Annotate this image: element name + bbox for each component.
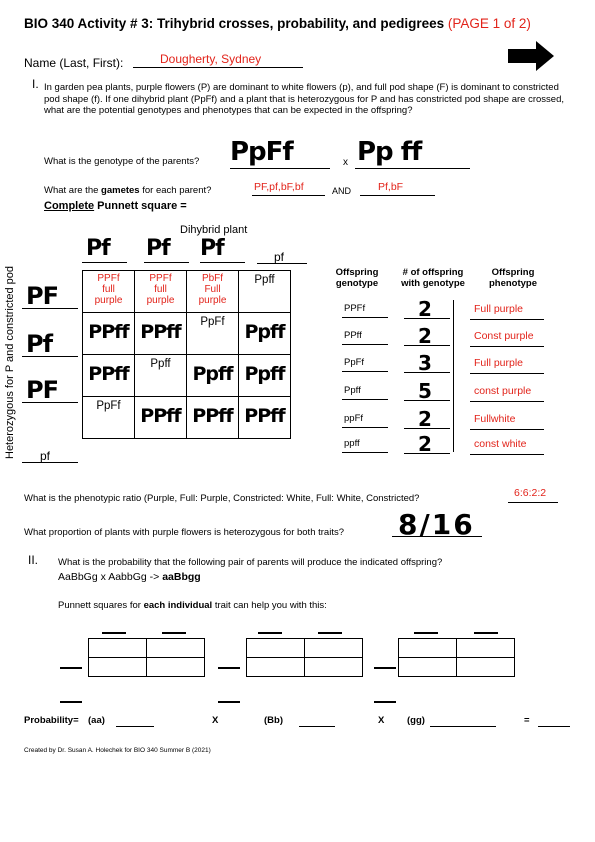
- gametes-parent1: PF,pf,bF,bf: [254, 181, 304, 193]
- title-page: (PAGE 1 of 2): [447, 16, 531, 31]
- page-title: [24, 16, 531, 31]
- punnett-cell-text: Ppff: [254, 274, 275, 286]
- col-header-4: pf: [274, 250, 285, 264]
- title-main: BIO 340 Activity # 3: Trihybrid crosses, probability, and pedigrees: [24, 16, 448, 31]
- offspring-genotype: Ppff: [344, 385, 361, 396]
- parent1-genotype: PpFf: [230, 137, 293, 167]
- punnett-cell: [239, 397, 291, 439]
- offspring-count: 3: [418, 351, 431, 375]
- punnett-cell: [187, 271, 239, 313]
- offspring-phenotype: Fullwhite: [474, 413, 516, 425]
- offspring-genotype: PpFf: [344, 357, 365, 368]
- offspring-header-phenotype: Offspring phenotype: [488, 267, 538, 289]
- punnett-cell: [83, 355, 135, 397]
- proportion-answer: 8/16: [398, 508, 475, 541]
- punnett-square-gg: [398, 638, 515, 677]
- row-header-2: Pf: [26, 330, 53, 358]
- col-header-1: Pf: [86, 236, 110, 261]
- punnett-cell: [135, 397, 187, 439]
- part2-question: What is the probability that the following pair of parents will produce the indicated offspring?: [58, 557, 443, 568]
- dihybrid-label: Dihybrid plant: [180, 224, 248, 236]
- punnett-cell: [187, 397, 239, 439]
- offspring-phenotype: const white: [474, 438, 527, 450]
- punnett-cell: [239, 313, 291, 355]
- cross-x: x: [343, 157, 348, 168]
- right-arrow-icon: [508, 41, 554, 71]
- punnett-cell: [239, 355, 291, 397]
- offspring-phenotype: Full purple: [474, 357, 524, 369]
- part2-numeral: II.: [28, 553, 39, 567]
- punnett-cell: [187, 313, 239, 355]
- punnett-cell-text: PpFf: [96, 400, 121, 412]
- part1-question: In garden pea plants, purple flowers (P) are dominant to white flowers (p), and full pod shape (F) is dominant to constricted pod shape (f). If one dihybrid plant (PpFf) and a plant that is heterozygous for P and has constricted pod shape are crossed, what are the potential genotypes and phenotypes that can be expected in the offspring?: [44, 82, 564, 116]
- and-label: AND: [332, 186, 352, 196]
- offspring-phenotype: const purple: [474, 385, 532, 397]
- part2-cross: AaBbGg x AabbGg -> aaBbgg: [58, 571, 201, 583]
- punnett-cell: [83, 271, 135, 313]
- punnett-cell: [135, 271, 187, 313]
- punnett-cell-text: PPff: [192, 405, 233, 427]
- offspring-header-count: # of offspring with genotype: [401, 267, 465, 289]
- punnett-cell-text: Ppff: [244, 363, 285, 385]
- punnett-cell-text: PPff: [140, 405, 181, 427]
- row-header-1: PF: [26, 282, 58, 310]
- offspring-phenotype: Const purple: [474, 330, 534, 342]
- punnett-cell: [135, 313, 187, 355]
- offspring-genotype: PPFf: [344, 303, 366, 314]
- punnett-cell-text: PPff: [244, 405, 285, 427]
- ratio-question: What is the phenotypic ratio (Purple, Full: Purple, Constricted: White, Full: White, Constricted?: [24, 493, 420, 504]
- punnett-square-aa: [88, 638, 205, 677]
- offspring-phenotype: Full purple: [474, 303, 524, 315]
- offspring-genotype: ppff: [344, 438, 360, 449]
- row-header-4: pf: [40, 449, 51, 463]
- col-header-2: Pf: [146, 236, 170, 261]
- part1-numeral: I.: [32, 77, 39, 91]
- punnett-cell: [83, 313, 135, 355]
- offspring-genotype: ppFf: [344, 413, 364, 424]
- offspring-count: 2: [418, 324, 431, 348]
- punnett-cell-text: PPFf full purple: [94, 273, 123, 306]
- punnett-cell-text: Ppff: [150, 358, 171, 370]
- proportion-question: What proportion of plants with purple flowers is heterozygous for both traits?: [24, 527, 344, 538]
- offspring-count: 2: [418, 432, 431, 456]
- punnett-cell: [135, 355, 187, 397]
- punnett-cell: [239, 271, 291, 313]
- punnett-cell-text: PpFf: [200, 316, 225, 328]
- punnett-cell-text: PPff: [88, 363, 129, 385]
- col-header-3: Pf: [200, 236, 224, 261]
- punnett-cell: [83, 397, 135, 439]
- punnett-cell-text: Ppff: [244, 321, 285, 343]
- gametes-parent2: Pf,bF: [378, 181, 404, 193]
- offspring-header-genotype: Offspring genotype: [335, 267, 379, 289]
- punnett-cell-text: PPff: [88, 321, 129, 343]
- gametes-question: What are the gametes for each parent?: [44, 185, 212, 196]
- part2-hint: Punnett squares for each individual trait can help you with this:: [58, 600, 327, 611]
- name-value: Dougherty, Sydney: [160, 52, 262, 66]
- ratio-answer: 6:6:2:2: [514, 487, 547, 499]
- punnett-square-bb: [246, 638, 363, 677]
- name-label: Name (Last, First):: [24, 56, 124, 70]
- offspring-genotype: PPff: [344, 330, 362, 341]
- parent2-genotype: Pp ff: [357, 137, 422, 167]
- punnett-cell-text: PPff: [140, 321, 181, 343]
- offspring-count: 2: [418, 297, 431, 321]
- footer-credit: Created by Dr. Susan A. Holechek for BIO 340 Summer B (2021): [24, 747, 211, 754]
- offspring-count: 2: [418, 407, 431, 431]
- punnett-cell: [187, 355, 239, 397]
- complete-label: Complete Punnett square =: [44, 200, 187, 212]
- probability-row: Probability= (aa) X (Bb) X (gg) =: [24, 715, 574, 729]
- genotype-question: What is the genotype of the parents?: [44, 156, 200, 167]
- offspring-count: 5: [418, 379, 431, 403]
- side-label: Heterozygous for P and constricted pod: [4, 265, 16, 459]
- punnett-cell-text: PbFf Full purple: [198, 273, 227, 306]
- punnett-cell-text: PPFf full purple: [146, 273, 175, 306]
- row-header-3: PF: [26, 376, 58, 404]
- punnett-square: [82, 270, 291, 439]
- punnett-cell-text: Ppff: [192, 363, 233, 385]
